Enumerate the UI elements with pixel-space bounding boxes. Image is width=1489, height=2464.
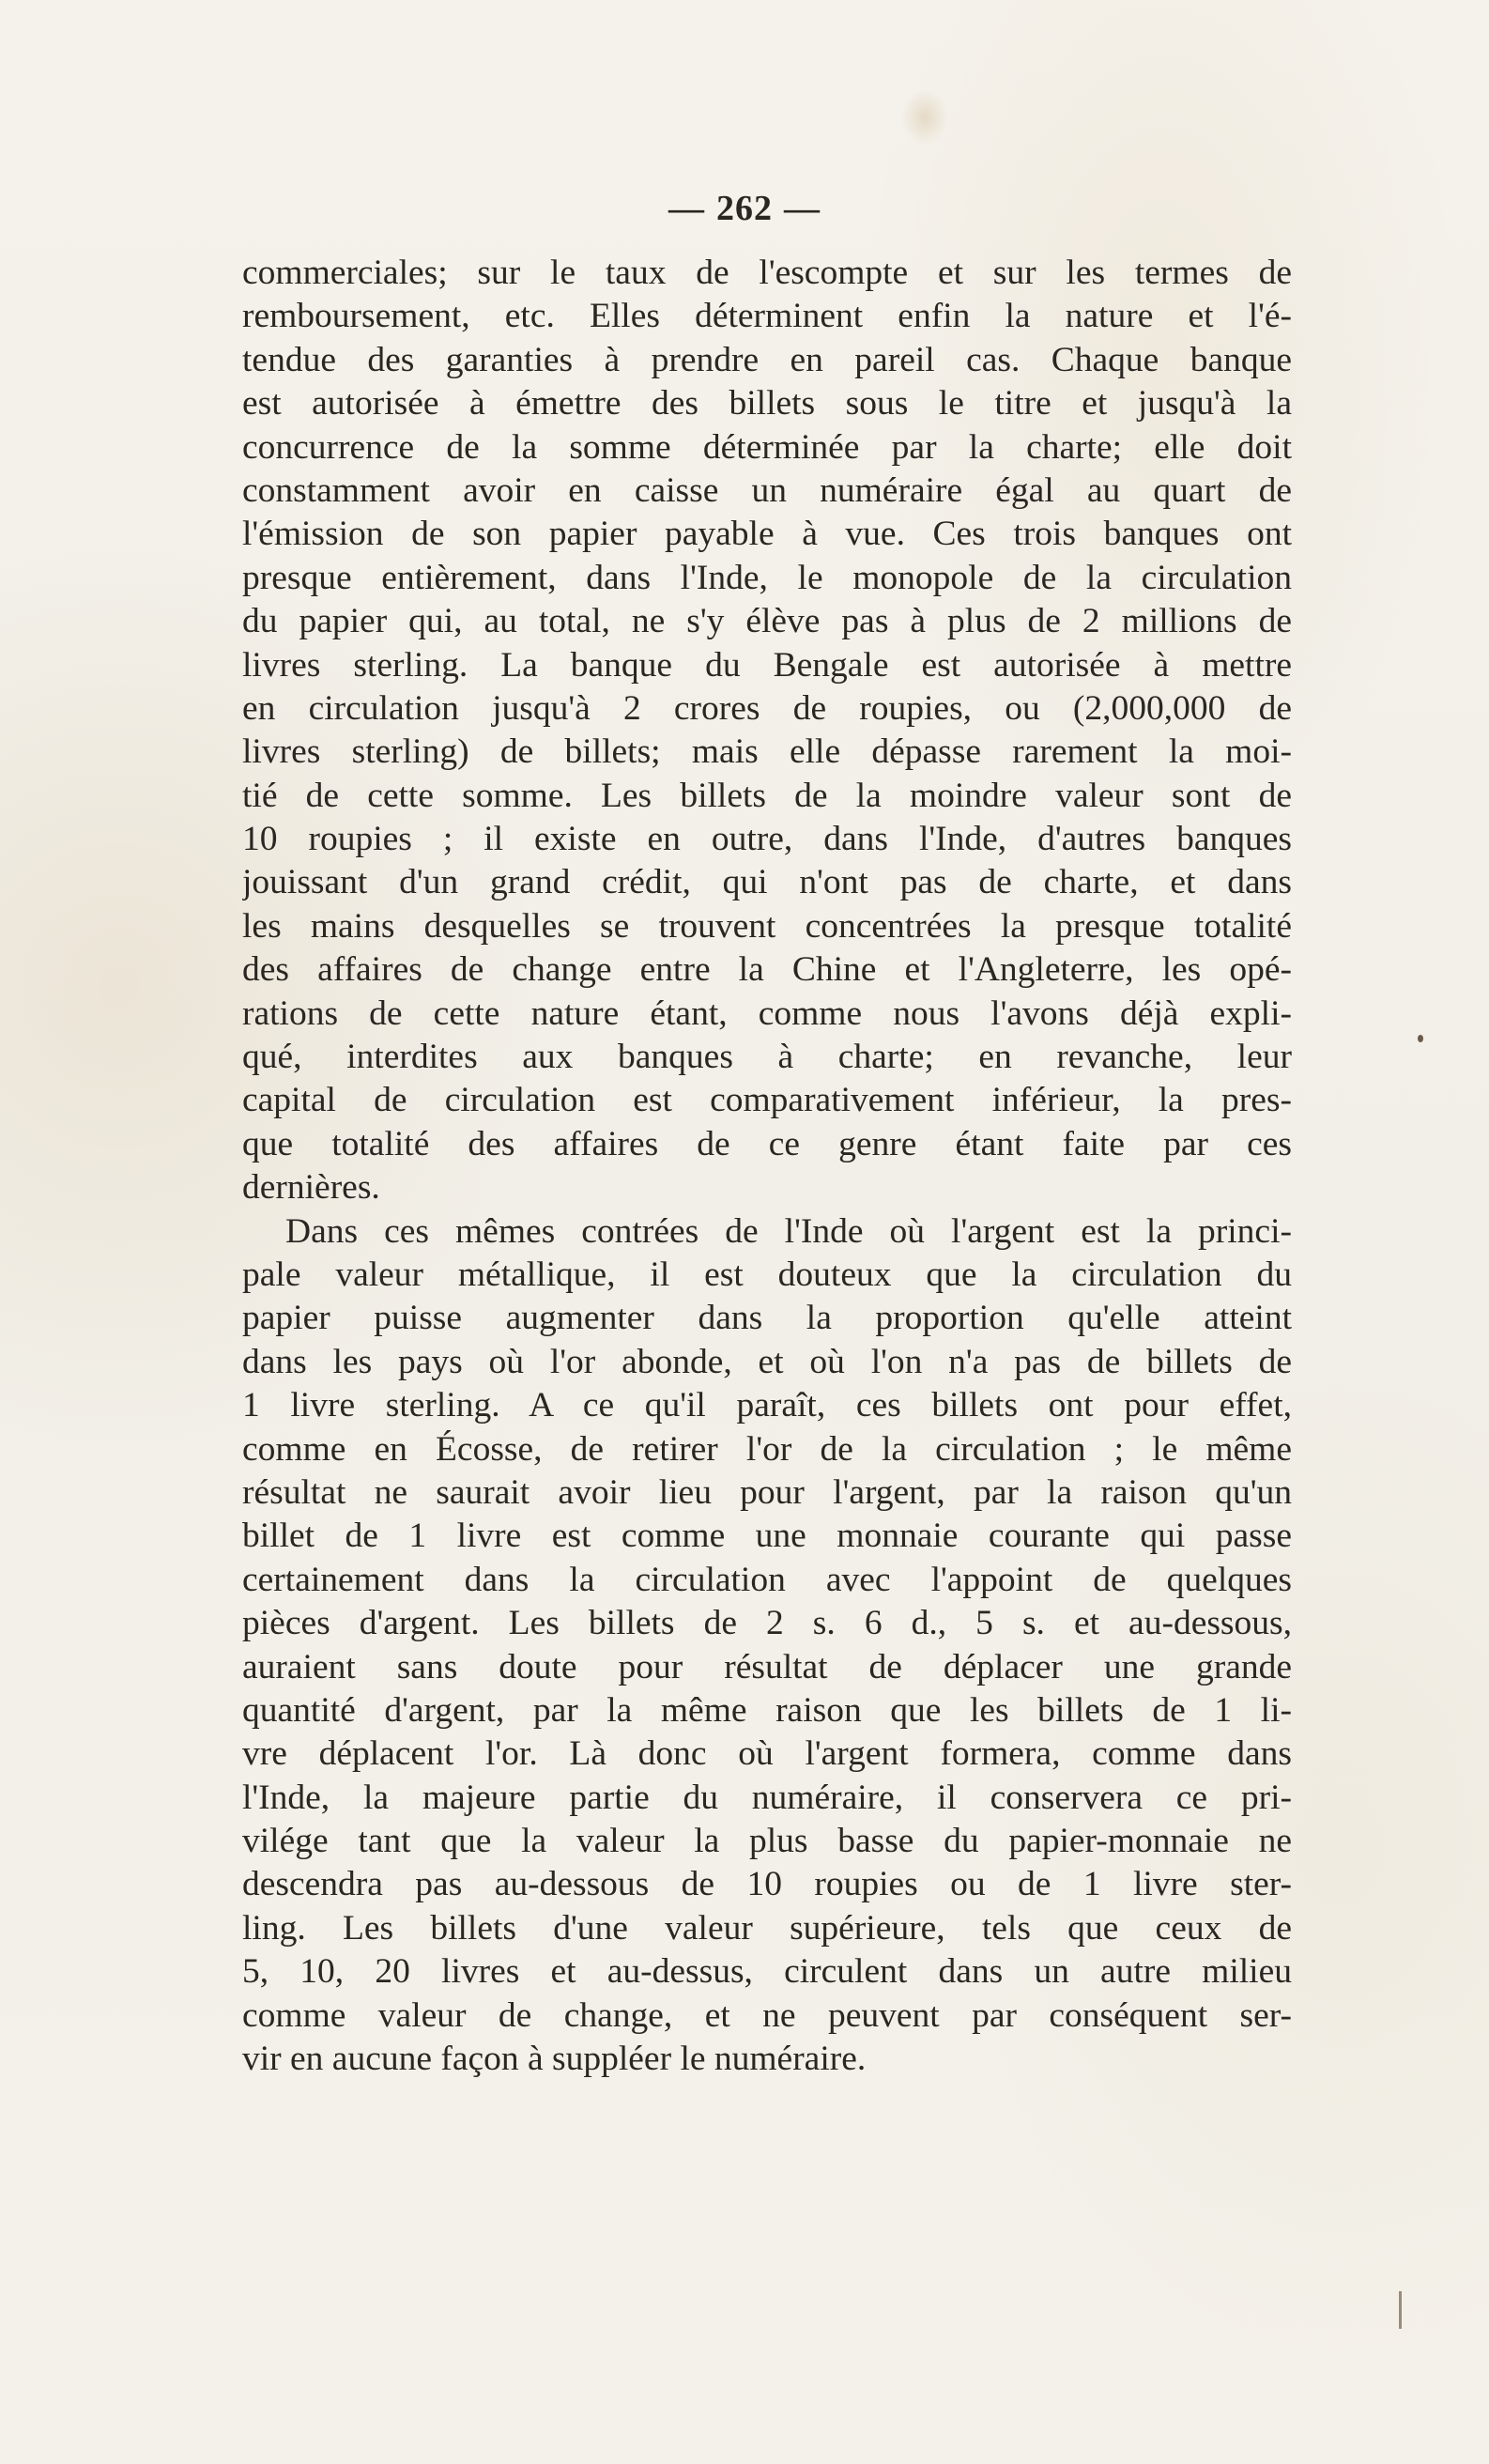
text-line: ling. Les billets d'une valeur supérieure, tels que ceux de — [242, 1908, 1292, 1948]
text-line: pièces d'argent. Les billets de 2 s. 6 d., 5 s. et au-dessous, — [242, 1604, 1292, 1643]
text-line: papier puisse augmenter dans la proportion qu'elle atteint — [242, 1299, 1292, 1338]
ink-speck — [1418, 1035, 1423, 1042]
text-line: l'émission de son papier payable à vue. Ces trois banques ont — [242, 515, 1292, 554]
text-line: 10 roupies ; il existe en outre, dans l'Inde, d'autres banques — [242, 820, 1292, 859]
paragraph-start-line: Dans ces mêmes contrées de l'Inde où l'argent est la princi- — [285, 1211, 1292, 1251]
page-number-header — [0, 188, 1489, 229]
text-line: remboursement, etc. Elles déterminent enfin la nature et l'é- — [242, 297, 1292, 336]
text-line: quantité d'argent, par la même raison que les billets de 1 li- — [242, 1690, 1292, 1730]
text-line: livres sterling) de billets; mais elle dépasse rarement la moi- — [242, 732, 1292, 772]
page-number: 262 — [716, 189, 773, 228]
text-line: vilége tant que la valeur la plus basse du papier-monnaie ne — [242, 1822, 1292, 1861]
text-line: tendue des garanties à prendre en pareil cas. Chaque banque — [242, 340, 1292, 379]
folio-dash-left: — — [668, 189, 705, 228]
text-line: l'Inde, la majeure partie du numéraire, il conservera ce pri- — [242, 1778, 1292, 1817]
text-line: concurrence de la somme déterminée par la charte; elle doit — [242, 427, 1292, 467]
text-line: livres sterling. La banque du Bengale est autorisée à mettre — [242, 645, 1292, 685]
text-line: commerciales; sur le taux de l'escompte et sur les termes de — [242, 254, 1292, 292]
text-line: comme valeur de change, et ne peuvent par conséquent ser- — [242, 1995, 1292, 2035]
margin-mark — [1399, 2291, 1402, 2329]
text-line: en circulation jusqu'à 2 crores de roupies, ou (2,000,000 de — [242, 688, 1292, 728]
text-line: billet de 1 livre est comme une monnaie courante qui passe — [242, 1517, 1292, 1556]
text-line: presque entièrement, dans l'Inde, le monopole de la circulation — [242, 558, 1292, 597]
text-line: jouissant d'un grand crédit, qui n'ont pas de charte, et dans — [242, 863, 1292, 902]
text-line: que totalité des affaires de ce genre étant faite par ces — [242, 1124, 1292, 1163]
text-line: capital de circulation est comparativement inférieur, la pres- — [242, 1081, 1292, 1120]
text-line: qué, interdites aux banques à charte; en revanche, leur — [242, 1038, 1292, 1077]
text-line: descendra pas au-dessous de 10 roupies ou de 1 livre ster- — [242, 1865, 1292, 1904]
text-line: rations de cette nature étant, comme nous l'avons déjà expli- — [242, 993, 1292, 1033]
text-line: 1 livre sterling. A ce qu'il paraît, ces billets ont pour effet, — [242, 1386, 1292, 1425]
text-line: tié de cette somme. Les billets de la moindre valeur sont de — [242, 776, 1292, 815]
text-line: 5, 10, 20 livres et au-dessus, circulent dans un autre milieu — [242, 1952, 1292, 1992]
text-line: des affaires de change entre la Chine et l'Angleterre, les opé- — [242, 950, 1292, 990]
paper-stain — [901, 89, 948, 146]
text-line: vre déplacent l'or. Là donc où l'argent formera, comme dans — [242, 1734, 1292, 1774]
paragraph-end-line: dernières. — [242, 1168, 380, 1208]
text-line: les mains desquelles se trouvent concentrées la presque totalité — [242, 906, 1292, 946]
text-line: du papier qui, au total, ne s'y élève pas à plus de 2 millions de — [242, 602, 1292, 641]
text-line: pale valeur métallique, il est douteux que la circulation du — [242, 1255, 1292, 1294]
text-line: résultat ne saurait avoir lieu pour l'argent, par la raison qu'un — [242, 1472, 1292, 1512]
paragraph-end-line: vir en aucune façon à suppléer le numéraire. — [242, 2040, 867, 2079]
text-line: constamment avoir en caisse un numéraire égal au quart de — [242, 470, 1292, 510]
text-line: comme en Écosse, de retirer l'or de la circulation ; le même — [242, 1429, 1292, 1469]
text-line: auraient sans doute pour résultat de déplacer une grande — [242, 1647, 1292, 1686]
body-text — [242, 252, 1292, 2081]
text-line: dans les pays où l'or abonde, et où l'on n'a pas de billets de — [242, 1342, 1292, 1381]
folio-dash-right: — — [784, 189, 821, 228]
text-line: est autorisée à émettre des billets sous le titre et jusqu'à la — [242, 384, 1292, 424]
text-line: certainement dans la circulation avec l'appoint de quelques — [242, 1560, 1292, 1599]
